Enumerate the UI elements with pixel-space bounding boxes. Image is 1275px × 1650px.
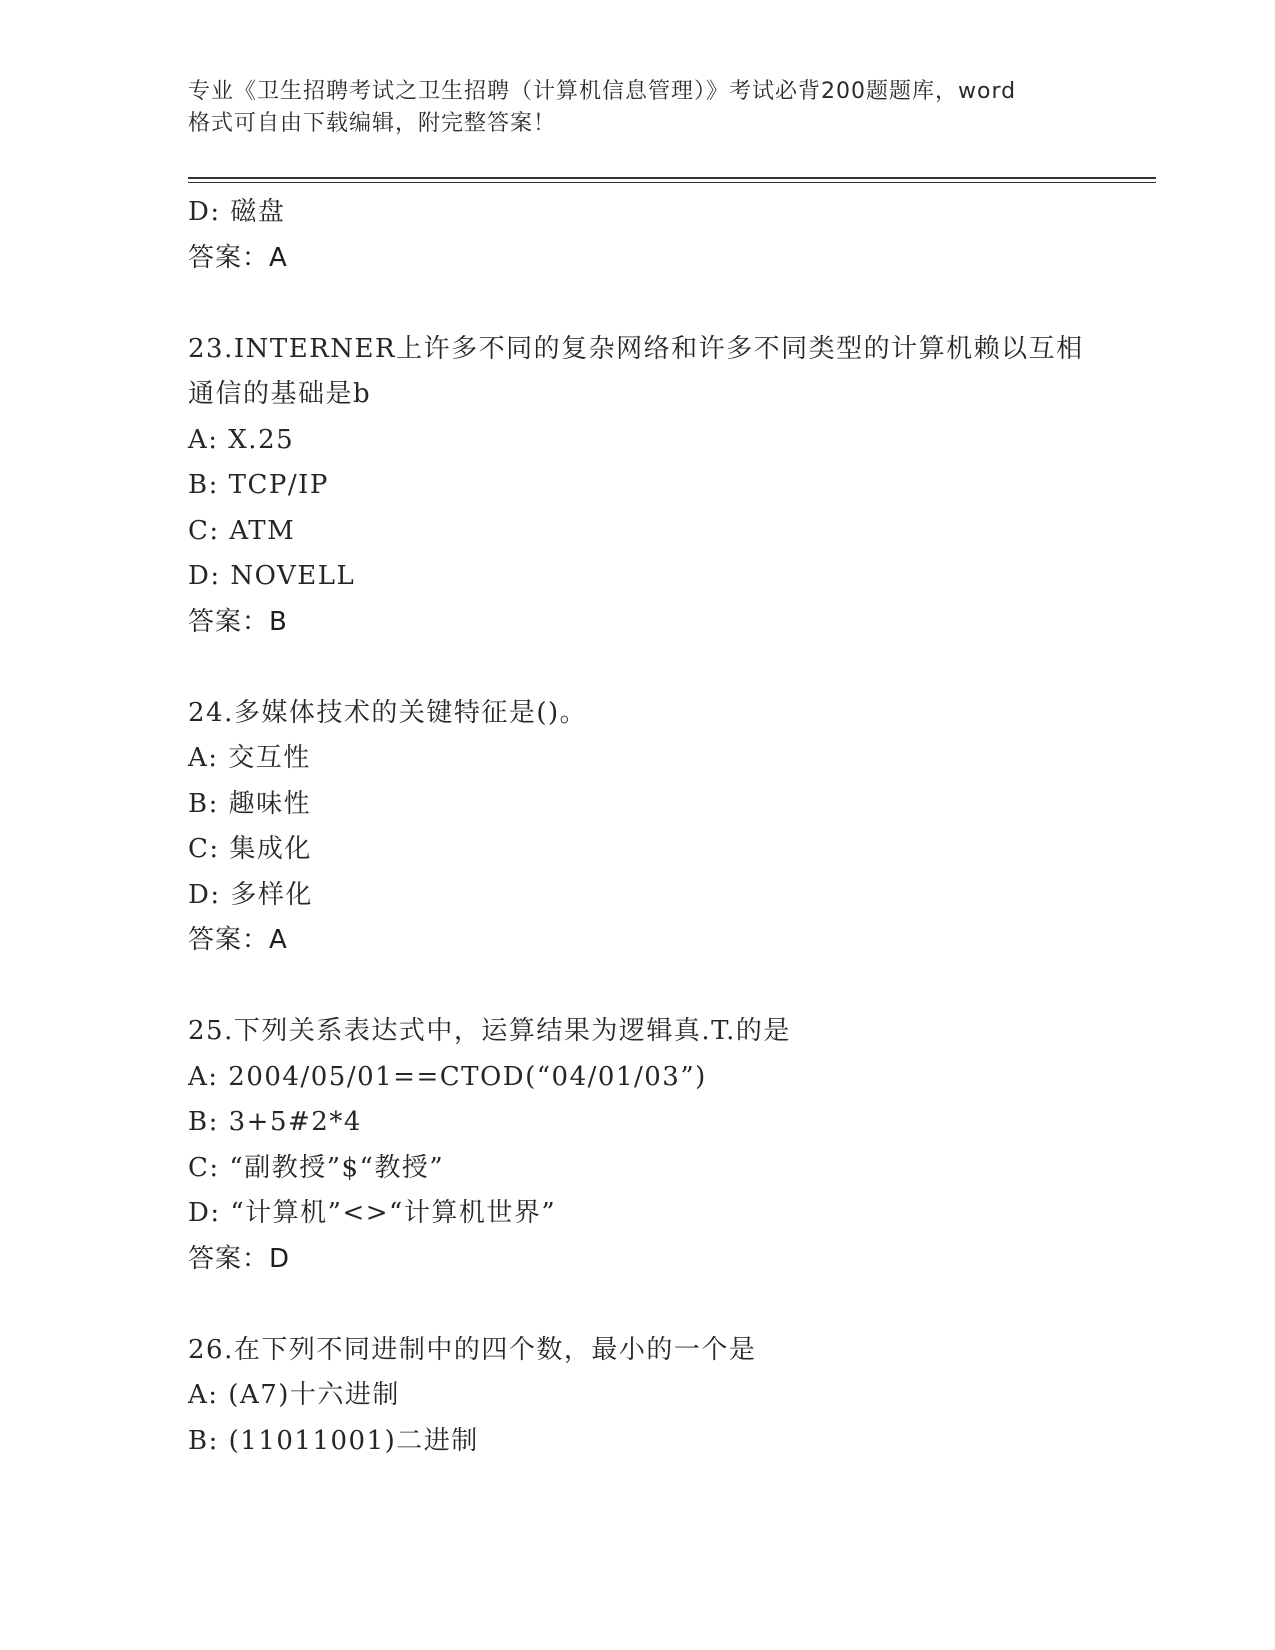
question-stem-continued: 通信的基础是b — [188, 379, 372, 409]
question-23 — [188, 327, 1088, 646]
header-line-1: 专业《卫生招聘考试之卫生招聘（计算机信息管理）》考试必背200题题库，word — [188, 79, 1017, 104]
answer-line: 答案：A — [188, 925, 288, 955]
option-b: B: 3+5#2*4 — [188, 1107, 362, 1137]
answer-line: 答案：A — [188, 242, 288, 273]
question-24 — [188, 691, 1088, 964]
header-rule-thick — [188, 177, 1156, 179]
option-d: D: NOVELL — [188, 561, 356, 591]
option-b: B: 趣味性 — [188, 788, 312, 819]
option-d: D: 磁盘 — [188, 197, 286, 227]
document-header — [188, 76, 1088, 140]
question-stem: 23.INTERNER上许多不同的复杂网络和许多不同类型的计算机赖以互相 — [188, 333, 1084, 364]
option-c: C: 集成化 — [188, 834, 312, 864]
option-d: D: 多样化 — [188, 879, 313, 910]
option-a: A: 2004/05/01==CTOD(“04/01/03”) — [188, 1061, 707, 1092]
header-line-2: 格式可自由下载编辑，附完整答案！ — [188, 111, 557, 136]
option-c: C: ATM — [188, 515, 296, 546]
question-stem: 25.下列关系表达式中，运算结果为逻辑真.T.的是 — [188, 1016, 791, 1046]
option-a: A: 交互性 — [188, 743, 311, 773]
previous-question-tail — [188, 190, 1088, 281]
header-rule-thin — [188, 182, 1156, 183]
option-c: C: “副教授”$“教授” — [188, 1152, 445, 1183]
question-stem: 26.在下列不同进制中的四个数，最小的一个是 — [188, 1334, 757, 1365]
question-stem: 24.多媒体技术的关键特征是()。 — [188, 697, 588, 728]
question-25 — [188, 1009, 1088, 1282]
option-b: B: (11011001)二进制 — [188, 1425, 479, 1456]
answer-line: 答案：D — [188, 1243, 291, 1274]
spacer — [188, 281, 1088, 327]
spacer — [188, 1282, 1088, 1328]
option-a: A: (A7)十六进制 — [188, 1380, 400, 1410]
spacer — [188, 964, 1088, 1010]
option-d: D: “计算机”<>“计算机世界” — [188, 1198, 557, 1228]
document-body — [188, 190, 1088, 1464]
option-b: B: TCP/IP — [188, 470, 329, 500]
spacer — [188, 645, 1088, 691]
answer-line: 答案：B — [188, 606, 288, 637]
question-26 — [188, 1328, 1088, 1465]
option-a: A: X.25 — [188, 424, 295, 455]
